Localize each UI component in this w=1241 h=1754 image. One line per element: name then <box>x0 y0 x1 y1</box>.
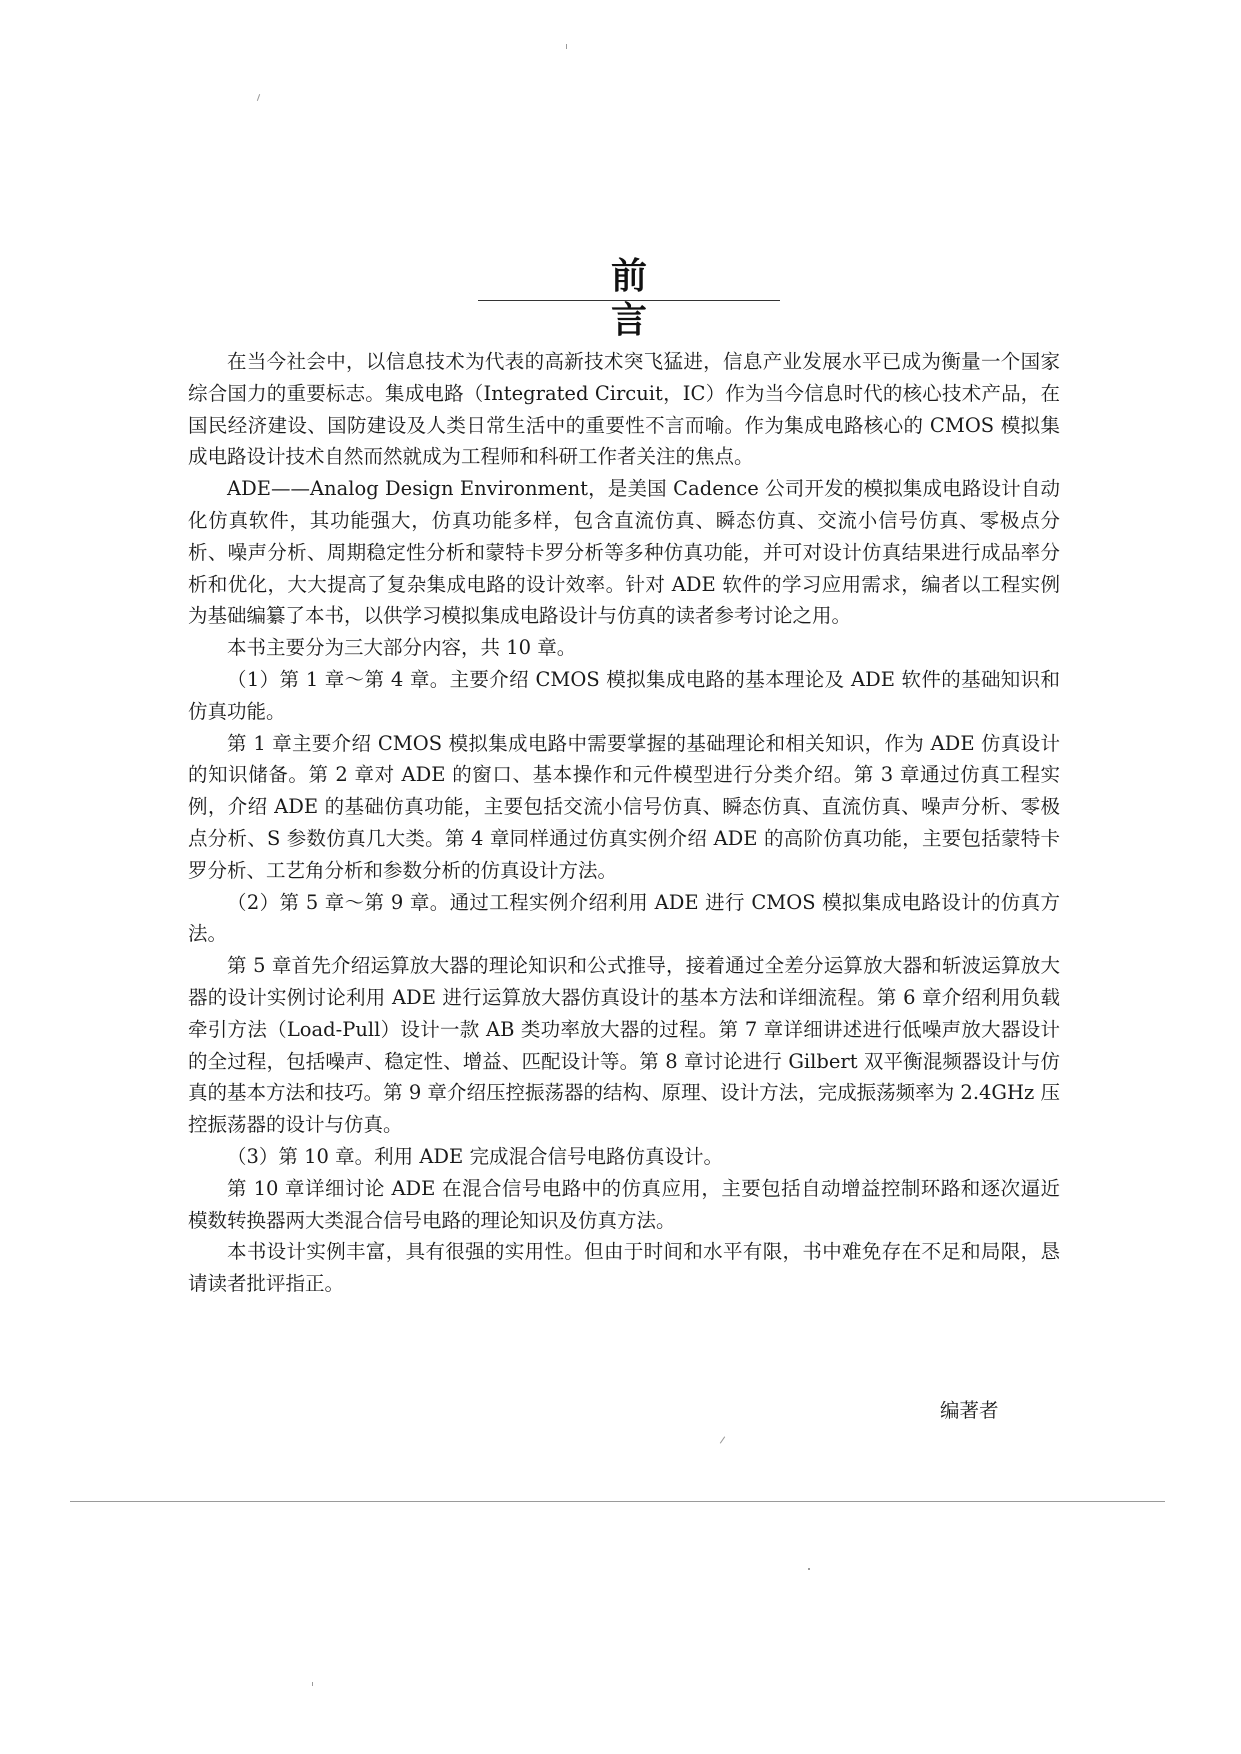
title-underline <box>478 300 780 301</box>
paragraph-8: （3）第 10 章。利用 ADE 完成混合信号电路仿真设计。 <box>227 1144 723 1168</box>
title-block <box>478 255 780 343</box>
paragraph-1: 在当今社会中，以信息技术为代表的高新技术突飞猛进，信息产业发展水平已成为衡量一个国家综合国力的重要标志。集成电路（Integrated Circuit，IC）作为当今信息时代的核心技术产品，在国民经济建设、国防建设及人类日常生活中的重要性不言而喻。作为集成电路核心的 CMOS 模拟集成电路设计技术自然而然就成为工程师和科研工作者关注的焦点。 <box>188 350 1060 469</box>
scan-speck <box>312 1682 313 1686</box>
scan-speck <box>808 1568 810 1570</box>
preface-body <box>188 346 1060 1300</box>
paragraph-3: 本书主要分为三大部分内容，共 10 章。 <box>227 636 577 660</box>
paragraph-6: （2）第 5 章～第 9 章。通过工程实例介绍利用 ADE 进行 CMOS 模拟集成电路设计的仿真方法。 <box>188 890 1060 946</box>
paragraph-9: 第 10 章详细讨论 ADE 在混合信号电路中的仿真应用，主要包括自动增益控制环路和逐次逼近模数转换器两大类混合信号电路的理论知识及仿真方法。 <box>188 1176 1060 1232</box>
scan-speck <box>720 1436 725 1443</box>
author-signature: 编著者 <box>940 1399 999 1422</box>
paragraph-7: 第 5 章首先介绍运算放大器的理论知识和公式推导，接着通过全差分运算放大器和斩波运算放大器的设计实例讨论利用 ADE 进行运算放大器仿真设计的基本方法和详细流程。第 6 章介绍利用负载牵引方法（Load-Pull）设计一款 AB 类功率放大器的过程。第 7 章详细讲述进行低噪声放大器设计的全过程，包括噪声、稳定性、增益、匹配设计等。第 8 章讨论进行 Gilbert 双平衡混频器设计与仿真的基本方法和技巧。第 9 章介绍压控振荡器的结构、原理、设计方法，完成振荡频率为 2.4GHz 压控振荡器的设计与仿真。 <box>188 954 1060 1137</box>
footer-line <box>70 1501 1165 1502</box>
paragraph-10: 本书设计实例丰富，具有很强的实用性。但由于时间和水平有限，书中难免存在不足和局限，恳请读者批评指正。 <box>188 1240 1060 1296</box>
scan-speck <box>566 44 567 49</box>
scan-speck <box>257 94 260 101</box>
paragraph-2: ADE——Analog Design Environment，是美国 Cadence 公司开发的模拟集成电路设计自动化仿真软件，其功能强大，仿真功能多样，包含直流仿真、瞬态仿真、交流小信号仿真、零极点分析、噪声分析、周期稳定性分析和蒙特卡罗分析等多种仿真功能，并可对设计仿真结果进行成品率分析和优化，大大提高了复杂集成电路的设计效率。针对 ADE 软件的学习应用需求，编者以工程实例为基础编纂了本书，以供学习模拟集成电路设计与仿真的读者参考讨论之用。 <box>188 477 1060 628</box>
page-title: 前 言 <box>610 256 743 341</box>
paragraph-5: 第 1 章主要介绍 CMOS 模拟集成电路中需要掌握的基础理论和相关知识，作为 ADE 仿真设计的知识储备。第 2 章对 ADE 的窗口、基本操作和元件模型进行分类介绍。第 3 章通过仿真工程实例，介绍 ADE 的基础仿真功能，主要包括交流小信号仿真、瞬态仿真、直流仿真、噪声分析、零极点分析、S 参数仿真几大类。第 4 章同样通过仿真实例介绍 ADE 的高阶仿真功能，主要包括蒙特卡罗分析、工艺角分析和参数分析的仿真设计方法。 <box>188 731 1060 882</box>
paragraph-4: （1）第 1 章～第 4 章。主要介绍 CMOS 模拟集成电路的基本理论及 ADE 软件的基础知识和仿真功能。 <box>188 667 1060 723</box>
